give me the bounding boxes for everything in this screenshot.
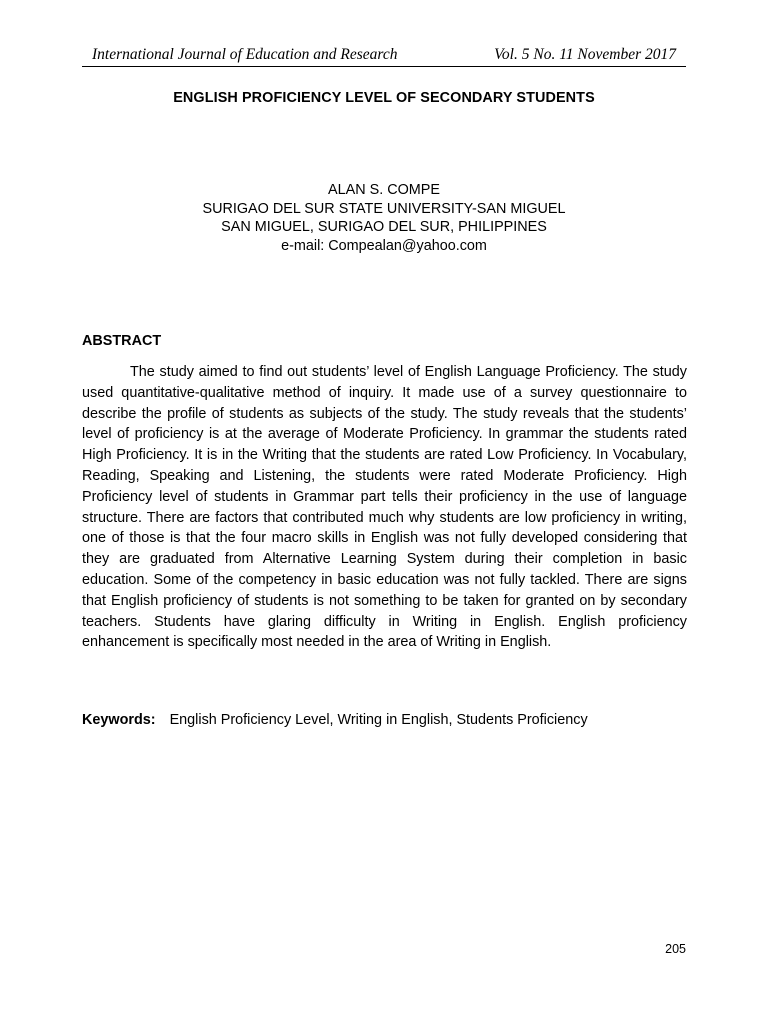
running-header	[82, 44, 686, 67]
journal-name: International Journal of Education and Research	[92, 46, 398, 63]
author-name: ALAN S. COMPE	[328, 182, 440, 198]
page-number: 205	[665, 942, 686, 956]
abstract-heading: ABSTRACT	[82, 333, 162, 349]
keywords-line	[82, 712, 687, 728]
author-affiliation: SURIGAO DEL SUR STATE UNIVERSITY-SAN MIGUEL	[202, 200, 566, 217]
keywords-value: English Proficiency Level, Writing in English, Students Proficiency	[169, 712, 588, 728]
keywords-label: Keywords:	[82, 712, 156, 728]
author-email: e-mail: Compealan@yahoo.com	[281, 238, 487, 255]
paper-title: ENGLISH PROFICIENCY LEVEL OF SECONDARY STUDENTS	[173, 90, 595, 106]
volume-issue: Vol. 5 No. 11 November 2017	[494, 46, 676, 63]
abstract-body: The study aimed to find out students’ level of English Language Proficiency. The study used quantitative-qualitative method of inquiry. It made use of a survey questionnaire to describe the profile of students as subjects of the study. The study reveals that the students’ level of proficiency is at the average of Moderate Proficiency. In grammar the students rated High Proficiency. It is in the Writing that the students are rated Low Proficiency. In Vocabulary, Reading, Speaking and Listening, the students were rated Moderate Proficiency. High Proficiency level of students in Grammar part tells their proficiency in the use of language structure. There are factors that contributed much why students are low proficiency in writing, one of those is that the four macro skills in English was not fully developed considering that they are graduated from Alternative Learning System during their completion in basic education. Some of the competency in basic education was not fully tackled. There are signs that English proficiency of students is not something to be taken for granted on by secondary teachers. Students have glaring difficulty in Writing in English. English proficiency enhancement is specifically most needed in the area of Writing in English.	[82, 364, 687, 651]
author-address: SAN MIGUEL, SURIGAO DEL SUR, PHILIPPINES	[221, 219, 547, 236]
author-block	[0, 181, 768, 256]
